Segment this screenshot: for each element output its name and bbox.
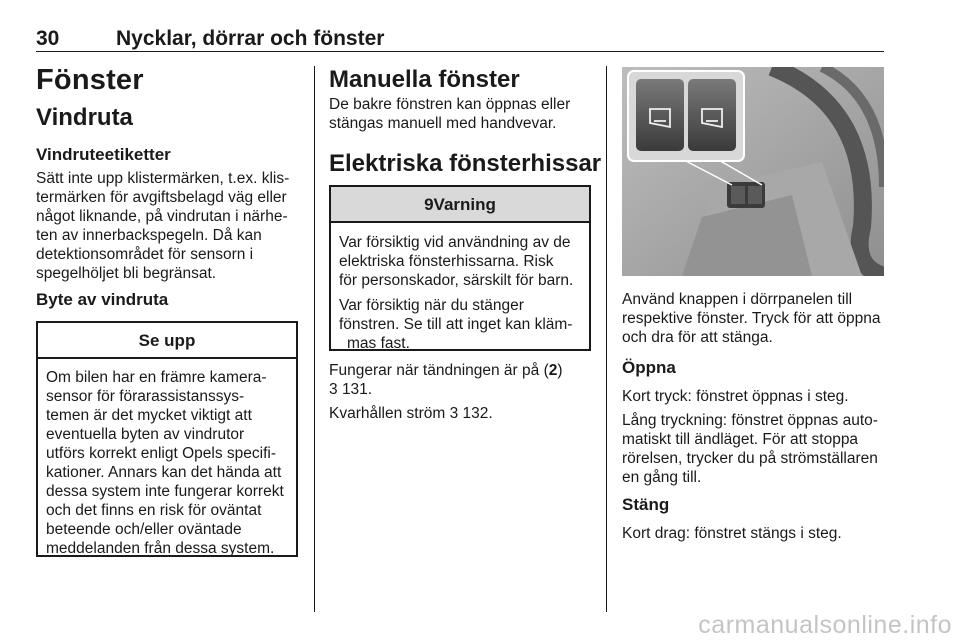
open-short-text: Kort tryck: fönstret öppnas i steg. xyxy=(622,388,849,405)
heading-manual-windows: Manuella fönster xyxy=(329,66,520,93)
column-divider-2 xyxy=(606,66,607,612)
warning-text: Var försiktig vid användning av de elektriska fönsterhissarna. Risk för personskador, särskilt för barn. Var försiktig när du stänger fönstren. Se till att inget kan kläm- mas fast. xyxy=(339,234,574,352)
retained-power-text: Kvarhållen ström 3 132. xyxy=(329,405,493,422)
page-ref-icon: 3 xyxy=(449,405,459,422)
close-short-text: Kort drag: fönstret stängs i steg. xyxy=(622,525,842,542)
caution-text: Om bilen har en främre kamera- sensor för förarassistanssys- temen är det mycket viktigt att eventuella byten av vindrutor utförs korrekt enligt Opels specifi- kationer. Annars kan det hända att dessa system inte fungerar korrekt och det finns en risk för oväntat beteende och/eller oväntade meddelanden från dessa system. xyxy=(46,369,284,557)
header-rule xyxy=(36,51,884,52)
manual-windows-text: De bakre fönstren kan öppnas eller stängas manuell med handvevar. xyxy=(329,96,571,132)
column-divider-1 xyxy=(314,66,315,612)
chapter-title: Nycklar, dörrar och fönster xyxy=(116,27,385,50)
page-number: 30 xyxy=(36,27,60,50)
ignition-text: Fungerar när tändningen är på (2) 3 131. xyxy=(329,362,563,398)
heading-open: Öppna xyxy=(622,358,676,377)
page-ref-link[interactable]: 131. xyxy=(341,381,373,398)
caution-title: Se upp xyxy=(38,323,296,359)
warning-icon: 9 xyxy=(424,195,434,214)
page-ref-icon: 3 xyxy=(329,381,338,398)
watermark: carmanualsonline.info xyxy=(698,611,952,639)
heading-electric-windows: Elektriska fönsterhissar xyxy=(329,150,602,177)
subsection-title-windshield: Vindruta xyxy=(36,104,133,131)
heading-windshield-labels: Vindruteetiketter xyxy=(36,145,171,164)
warning-title: Varning xyxy=(433,195,496,214)
open-long-text: Lång tryckning: fönstret öppnas auto- matiskt till ändläget. För att stoppa rörelsen, trycker du på strömställaren en gång till. xyxy=(622,412,878,486)
windshield-labels-text: Sätt inte upp klistermärken, t.ex. klis- termärken för avgiftsbelagd väg eller något liknande, på vindrutan i närhe- ten av innerbackspegeln. Då kan detektionsområdet för sensorn i spegelhöljet bli begränsat. xyxy=(36,170,290,282)
warning-box xyxy=(329,185,591,351)
page-ref-link[interactable]: 132. xyxy=(462,405,493,422)
section-title: Fönster xyxy=(36,64,144,96)
warning-header xyxy=(331,187,589,223)
caution-box xyxy=(36,321,298,557)
heading-close: Stäng xyxy=(622,495,670,514)
heading-windshield-replacement: Byte av vindruta xyxy=(36,290,169,309)
window-switch-photo xyxy=(622,67,884,276)
switch-usage-text: Använd knappen i dörrpanelen till respektive fönster. Tryck för att öppna och dra för att stänga. xyxy=(622,291,881,346)
